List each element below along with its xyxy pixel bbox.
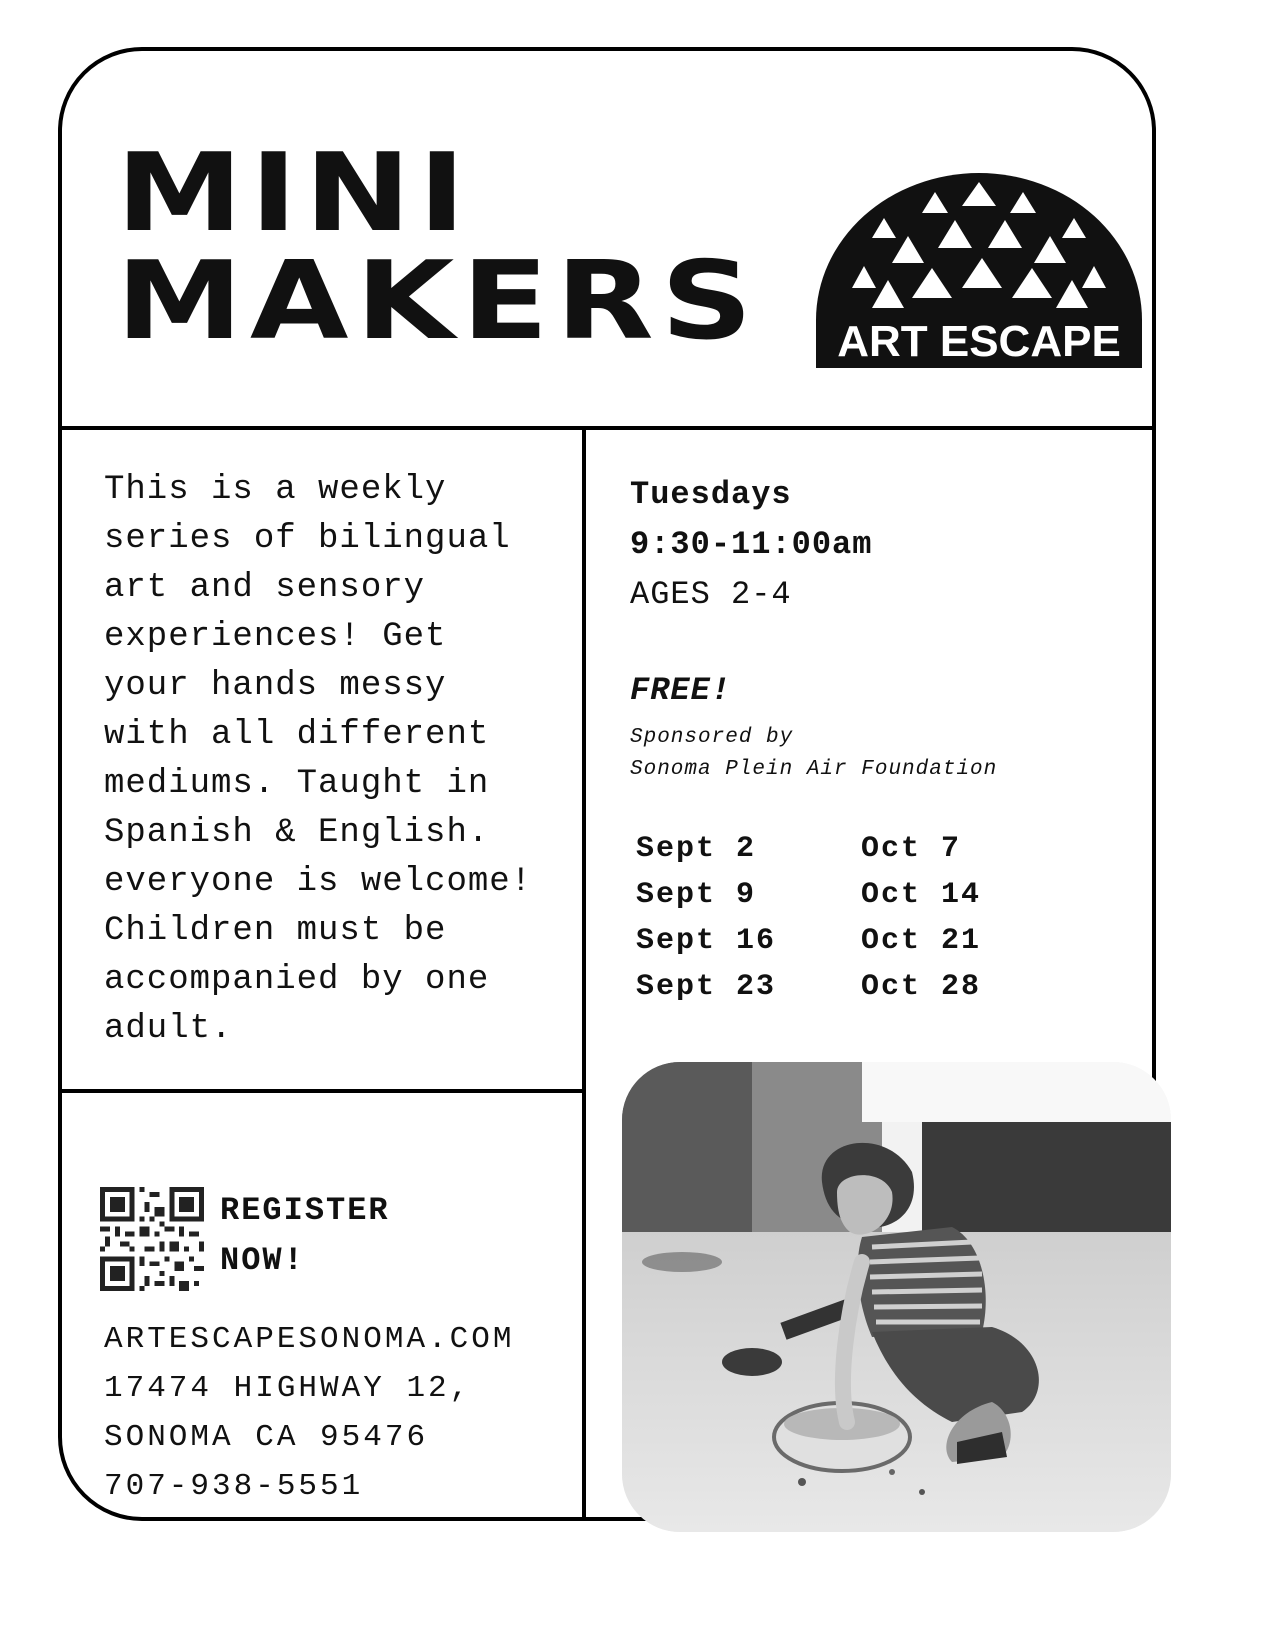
schedule-ages: AGES 2-4 <box>630 576 792 613</box>
sponsor-text <box>630 722 997 786</box>
schedule-day: Tuesdays <box>630 476 792 513</box>
photo-illustration <box>622 1062 1171 1532</box>
register-line-2: NOW! <box>220 1242 305 1279</box>
phone-number[interactable]: 707-938-5551 <box>104 1469 364 1504</box>
logo-text: ART ESCAPE <box>837 317 1121 366</box>
date-item: Oct 14 <box>861 878 982 912</box>
program-description: This is a weekly series of bilingual art and sensory experiences! Get your hands messy with all different mediums. Taught in Spanish & English. everyone is welcome! Children must be accompanied by one adult. <box>104 471 533 1048</box>
sponsor-line-1: Sponsored by <box>630 726 794 749</box>
date-row <box>636 924 1086 970</box>
child-painting-photo <box>622 1062 1171 1532</box>
date-row <box>636 878 1086 924</box>
title-line-2: MAKERS <box>116 239 760 364</box>
left-column-divider <box>60 1089 584 1093</box>
website-link[interactable]: ARTESCAPESONOMA.COM <box>104 1322 515 1357</box>
date-item: Oct 28 <box>861 970 982 1004</box>
contact-info <box>104 1315 514 1511</box>
art-escape-logo <box>812 168 1146 372</box>
date-item: Sept 16 <box>636 924 777 958</box>
schedule-time: 9:30-11:00am <box>630 526 873 563</box>
title-line-1: MINI <box>116 131 473 256</box>
header-divider <box>60 426 1154 430</box>
page-title <box>116 131 760 364</box>
schedule-block <box>630 470 872 620</box>
date-item: Oct 7 <box>861 832 962 866</box>
price-label: FREE! <box>630 672 732 709</box>
date-item: Sept 23 <box>636 970 777 1004</box>
register-cta[interactable] <box>220 1186 390 1286</box>
register-line-1: REGISTER <box>220 1192 390 1229</box>
qr-code-icon[interactable] <box>100 1187 204 1291</box>
date-item: Oct 21 <box>861 924 982 958</box>
date-row <box>636 970 1086 1016</box>
session-dates <box>636 832 1086 1016</box>
column-divider <box>582 428 586 1520</box>
sponsor-line-2: Sonoma Plein Air Foundation <box>630 758 998 781</box>
address-line-2: SONOMA CA 95476 <box>104 1420 429 1455</box>
date-row <box>636 832 1086 878</box>
address-line-1: 17474 HIGHWAY 12, <box>104 1371 472 1406</box>
date-item: Sept 9 <box>636 878 757 912</box>
date-item: Sept 2 <box>636 832 757 866</box>
